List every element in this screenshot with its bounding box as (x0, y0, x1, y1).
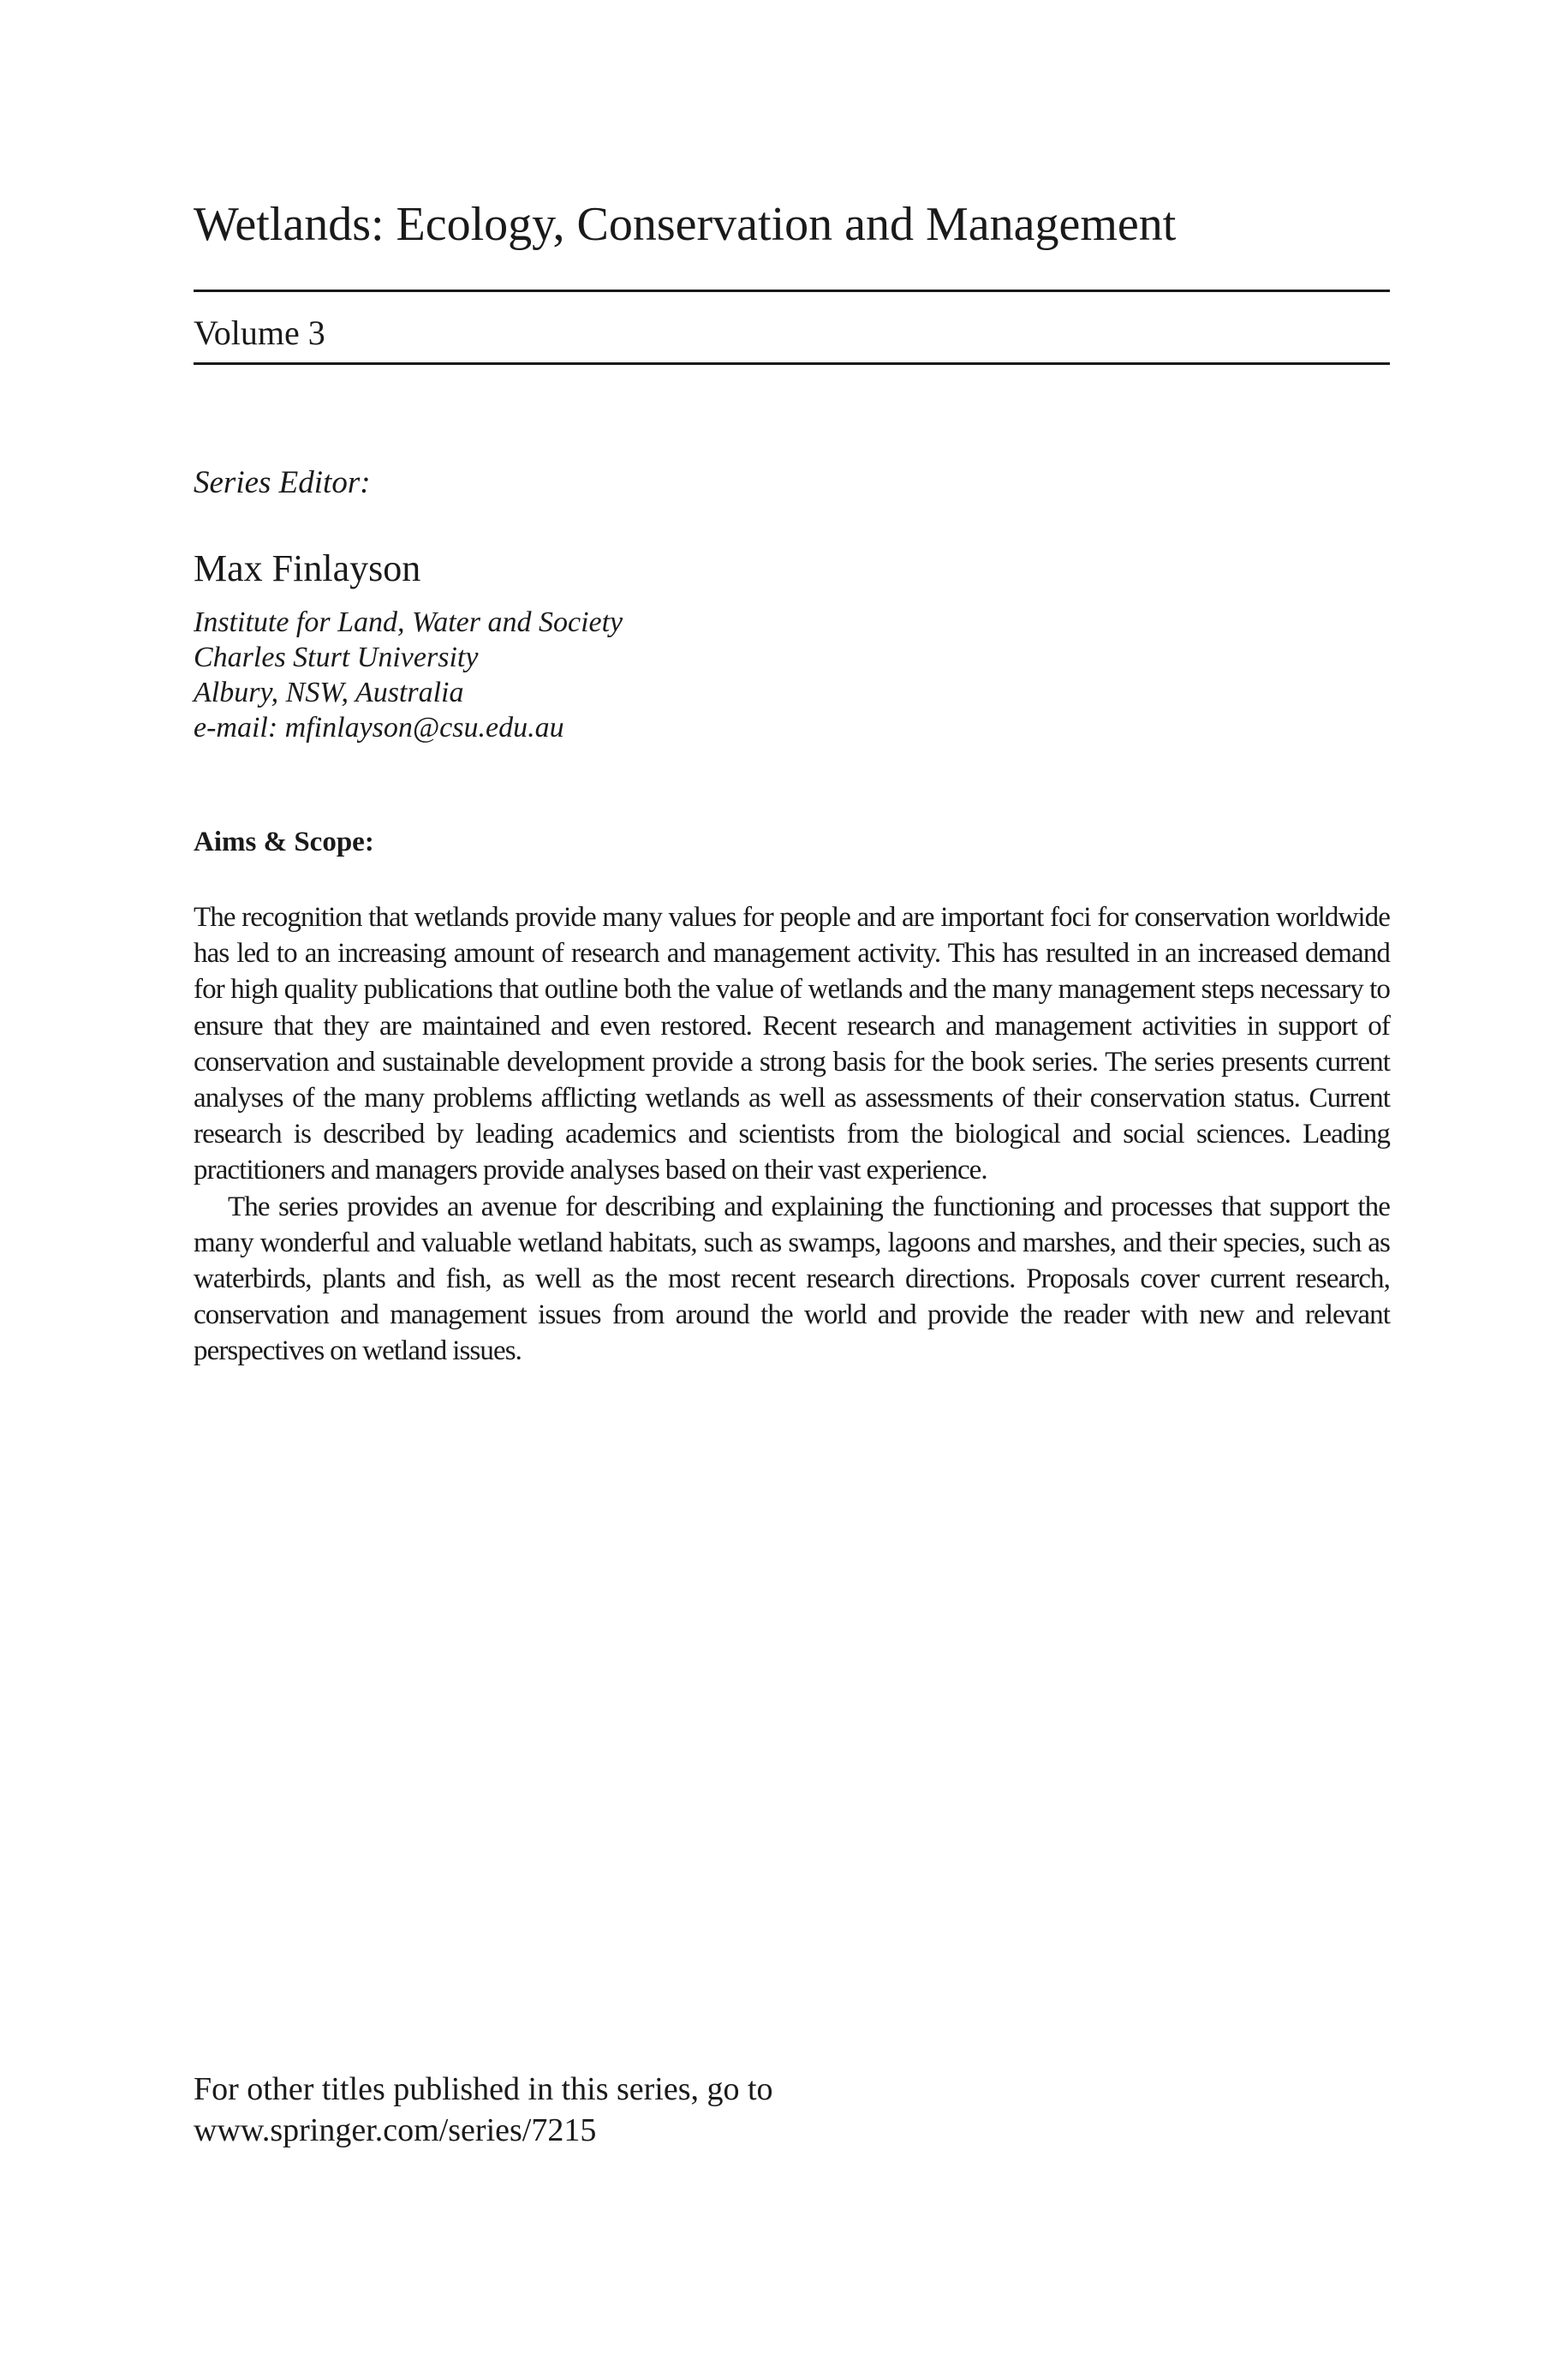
title-rule (194, 290, 1390, 292)
affiliation-email: e-mail: mfinlayson@csu.edu.au (194, 712, 564, 744)
series-editor-heading: Series Editor: (194, 465, 371, 500)
affiliation-university: Charles Sturt University (194, 642, 479, 673)
volume-rule (194, 362, 1390, 365)
affiliation-location: Albury, NSW, Australia (194, 677, 464, 708)
series-editor-name: Max Finlayson (194, 547, 421, 589)
aims-scope-body (194, 899, 1390, 1370)
series-url: www.springer.com/series/7215 (194, 2112, 597, 2148)
volume-label: Volume 3 (194, 314, 325, 352)
aims-paragraph: The series provides an avenue for describing and explaining the functioning and processes that support the many wonderful and valuable wetland habitats, such as swamps, lagoons and marshes, and their species, such as waterbirds, plants and fish, as well as the most recent research directions. Proposals cover current research, conservation and management issues from around the world and provide the reader with new and relevant perspectives on wetland issues. (194, 1191, 1390, 1367)
series-page (194, 0, 1390, 2377)
affiliation-institute: Institute for Land, Water and Society (194, 606, 623, 638)
series-title: Wetlands: Ecology, Conservation and Management (194, 198, 1177, 251)
other-titles-note (194, 2069, 773, 2151)
other-titles-text: For other titles published in this series, go to (194, 2071, 773, 2107)
editor-affiliation (194, 605, 623, 745)
aims-paragraph: The recognition that wetlands provide many values for people and are important foci for conservation worldwide has led to an increasing amount of research and management activity. This has resulted in an increased demand for high quality publications that outline both the value of wetlands and the many management steps necessary to ensure that they are maintained and even restored. Recent research and management activities in support of conservation and sustainable development provide a strong basis for the book series. The series presents current analyses of the many problems afflicting wetlands as well as assessments of their conservation status. Current research is described by leading academics and scientists from the biological and social sciences. Leading practitioners and managers provide analyses based on their vast experience. (194, 902, 1390, 1186)
aims-scope-heading: Aims & Scope: (194, 827, 374, 857)
